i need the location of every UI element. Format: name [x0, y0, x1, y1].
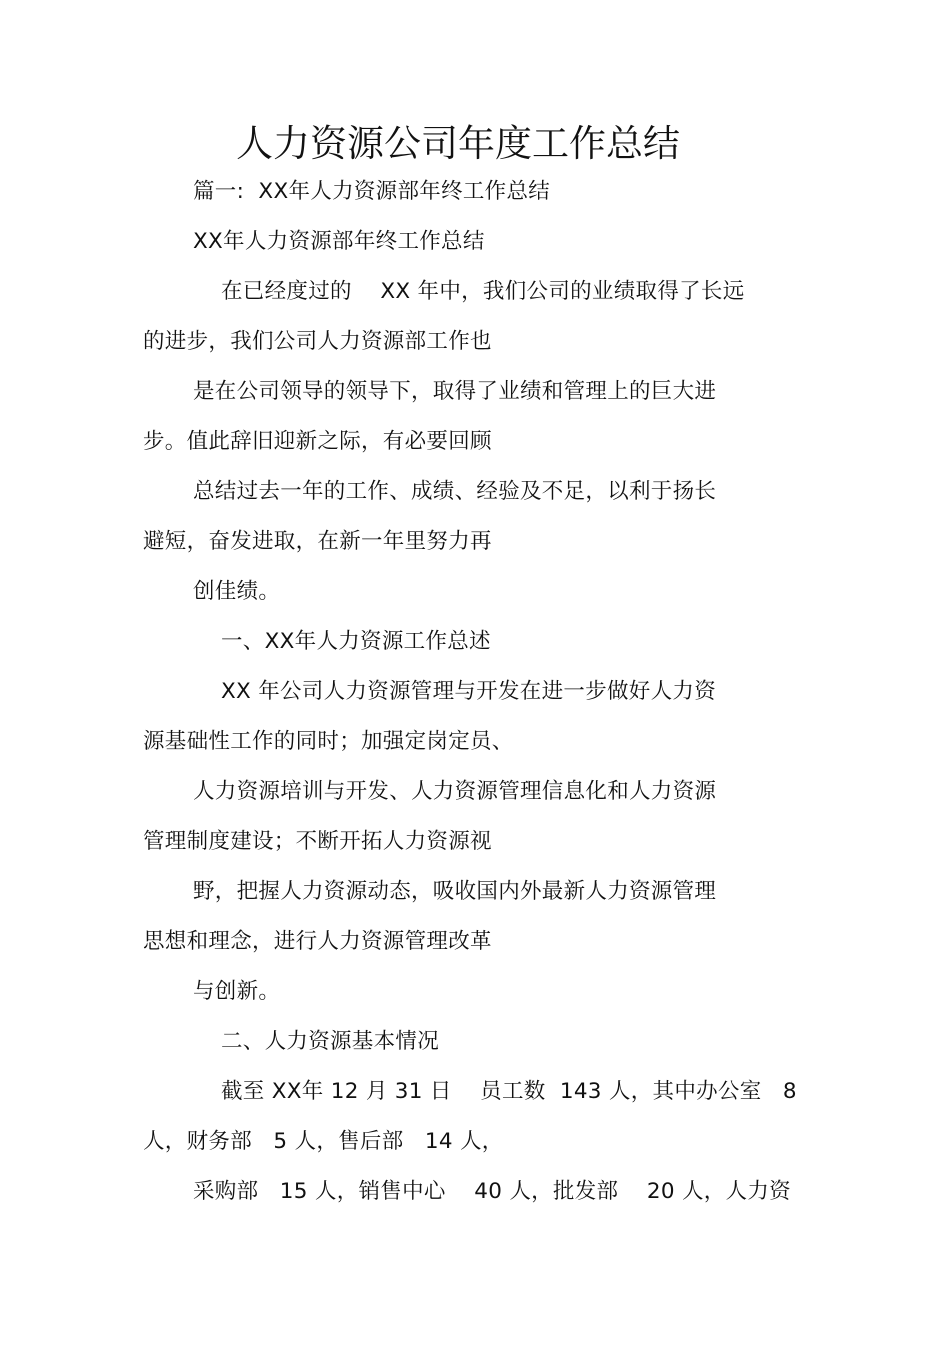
section-heading: 二、人力资源基本情况	[221, 1029, 440, 1054]
paragraph-line: 创佳绩。	[193, 579, 281, 604]
paragraph-line: 与创新。	[193, 979, 281, 1004]
section-heading: 一、XX年人力资源工作总述	[221, 629, 491, 654]
paragraph-line: 总结过去一年的工作、成绩、经验及不足，以利于扬长	[193, 479, 717, 504]
paragraph-line: 步。值此辞旧迎新之际，有必要回顾	[143, 429, 492, 454]
paragraph-line: 截至 XX年 12 月 31 日 员工数 143 人，其中办公室 8	[221, 1079, 797, 1104]
heading-line: XX年人力资源部年终工作总结	[193, 229, 485, 254]
paragraph-line: 采购部 15 人，销售中心 40 人，批发部 20 人，人力资	[193, 1179, 791, 1204]
paragraph-line: 人，财务部 5 人，售后部 14 人，	[143, 1129, 504, 1154]
paragraph-line: 在已经度过的 XX 年中，我们公司的业绩取得了长远	[221, 279, 745, 304]
subtitle-line: 篇一: XX年人力资源部年终工作总结	[193, 179, 551, 204]
paragraph-line: 野，把握人力资源动态，吸收国内外最新人力资源管理	[193, 879, 717, 904]
paragraph-line: 人力资源培训与开发、人力资源管理信息化和人力资源	[193, 779, 717, 804]
document-title: 人力资源公司年度工作总结	[236, 122, 680, 165]
paragraph-line: 的进步，我们公司人力资源部工作也	[143, 329, 492, 354]
paragraph-line: 管理制度建设；不断开拓人力资源视	[143, 829, 492, 854]
paragraph-line: XX 年公司人力资源管理与开发在进一步做好人力资	[221, 679, 716, 704]
paragraph-line: 避短，奋发进取，在新一年里努力再	[143, 529, 492, 554]
paragraph-line: 思想和理念，进行人力资源管理改革	[143, 929, 492, 954]
paragraph-line: 源基础性工作的同时；加强定岗定员、	[143, 729, 514, 754]
paragraph-line: 是在公司领导的领导下，取得了业绩和管理上的巨大进	[193, 379, 717, 404]
